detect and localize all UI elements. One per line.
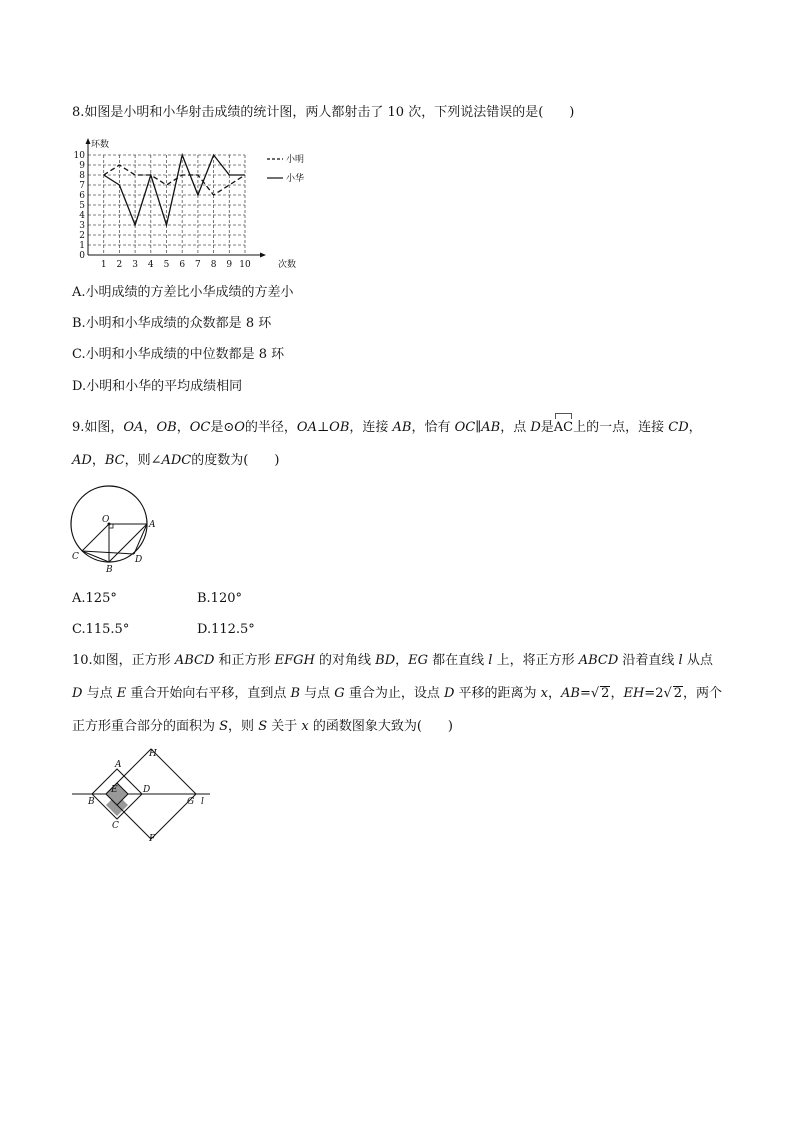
q10-math: E [116,686,127,701]
y-tick-label: 1 [79,241,85,251]
y-tick-label: 0 [79,251,85,261]
y-tick-label: 7 [79,181,85,191]
q9-math: OA [123,420,144,435]
q9-math: CD [668,420,689,435]
q10-text: = [579,686,591,701]
chart-series [104,155,245,225]
q8-option-b: B.小明和小华成绩的众数都是 8 环 [72,316,272,331]
q10-text: ，两个 [683,686,723,701]
y-tick-label: 8 [79,171,85,181]
q10-text: 与点 [300,686,335,701]
q9-text: ，连接 [349,420,393,435]
q10-math: EFGH [274,653,315,668]
x-tick-label: 6 [179,260,186,270]
y-tick-label: 5 [79,201,85,211]
y-tick-label: 2 [79,231,85,241]
q10-text: 的函数图象大致为( [308,719,422,734]
q9-option-b: B.120° [197,591,242,606]
q10-sqrt: 2 [601,686,610,701]
q8-stem [72,104,574,122]
x-tick-label: 5 [163,260,170,270]
x-tick-label: 8 [210,260,217,270]
q9-math: AD [72,453,92,468]
q10-text: 和正方形 [214,653,275,668]
label-c: C [72,552,79,562]
q10-text: ， [610,686,624,701]
label-d: D [143,785,151,795]
q9-text: ，则∠ [124,453,162,468]
x-tick-label: 10 [239,260,251,270]
q10-text: 正方形重合部分的面积为 [72,719,220,734]
q10-text: 上，将正方形 [492,653,579,668]
q10-text: 的对角线 [314,653,376,668]
q9-option-c: C.115.5° [72,622,130,637]
q8-stem-text: 8.如图是小明和小华射击成绩的统计图，两人都射击了 10 次，下列说法错误的是( [72,105,544,120]
label-l: l [201,797,204,807]
label-h: H [149,749,157,759]
q10-math: D [72,686,83,701]
q10-text: ， [395,653,409,668]
label-c: C [112,821,119,831]
q10-math: EG [408,653,429,668]
q10-math: EH [623,686,645,701]
q10-text: 沿着直线 [618,653,679,668]
q10-text: 关于 [267,719,302,734]
x-tick-label: 1 [100,260,107,270]
q9-arc-ac: AC [553,420,574,435]
label-b: B [88,797,95,807]
y-tick-label: 9 [79,161,85,171]
q9-math: OA⊥OB [296,420,350,435]
legend-label-xiaoming: 小明 [286,155,305,165]
q10-stem-line3 [72,718,453,736]
x-tick-label: 2 [116,260,123,270]
q10-text: 平移的距离为 [454,686,541,701]
label-f: F [149,834,156,844]
q9-text: 9.如图， [72,420,124,435]
q10-text: 从点 [682,653,713,668]
q9-math: BC [104,453,125,468]
q9-option-a: A.125° [72,591,117,606]
q10-text: ) [447,719,453,734]
q10-math: ABCD [174,653,215,668]
y-tick-label: 3 [79,221,85,231]
q10-text: ，则 [228,719,259,734]
q10-stem-line2: D 与点 E 重合开始向右平移，直到点 B 与点 G 重合为止，设点 D 平移的距离为 x，AB=√ 2，EH=2√ 2，两个 [72,686,723,701]
q9-circle-figure [60,482,170,577]
q9-text: ，点 [500,420,531,435]
q10-sqrt: 2 [673,686,683,701]
label-a: A [115,760,122,770]
q8-option-d: D.小明和小华的平均成绩相同 [72,379,243,394]
y-tick-label: 10 [73,151,85,161]
q10-math: D [443,686,455,701]
y-axis-label: 环数 [91,140,110,150]
q10-math: AB [561,686,580,701]
q8-line-chart [70,136,310,270]
q9-option-d: D.112.5° [197,622,255,637]
label-g: G [187,797,195,807]
q9-math: OB [156,420,177,435]
q9-math: ADC [161,453,192,468]
q9-math: AB [392,420,412,435]
label-d: D [135,555,143,565]
q9-math: OC [189,420,211,435]
q9-math: O [234,420,245,435]
q10-stem-line1 [72,652,713,670]
q10-text: 与点 [82,686,117,701]
q9-text: ， [91,453,105,468]
q10-math: BD [375,653,396,668]
q9-text: 的半径， [244,420,297,435]
q9-text: ，恰有 [411,420,455,435]
q9-text: 是⊙ [210,420,235,435]
chart-axes [86,138,267,258]
label-e: E [111,785,118,795]
q10-math: x [540,686,548,701]
q10-math: ABCD [578,653,619,668]
legend-label-xiaohua: 小华 [286,174,305,184]
q10-text: =2 [644,686,664,701]
q9-math: OC∥AB [454,420,501,435]
q10-text: 10.如图，正方形 [72,653,175,668]
x-tick-label: 9 [226,260,233,270]
q8-option-c: C.小明和小华成绩的中位数都是 8 环 [72,347,285,362]
q8-option-a: A.小明成绩的方差比小华成绩的方差小 [72,285,294,300]
q9-text: ) [274,453,280,468]
q10-math: x [301,719,309,734]
q10-math: B [290,686,301,701]
y-tick-label: 6 [79,191,85,201]
q8-stem-close: ) [569,105,575,120]
x-tick-labels [101,260,251,270]
q9-stem-line1 [72,419,702,437]
q10-math: S [219,719,229,734]
q10-math: l [488,653,493,668]
q9-math: D [530,420,541,435]
q10-text: 重合为止，设点 [344,686,444,701]
label-o: O [102,515,110,525]
q10-text: 都在直线 [428,653,489,668]
q10-text: ， [548,686,562,701]
q10-math: G [334,686,345,701]
q9-text: 的度数为( [191,453,249,468]
y-tick-label: 4 [79,211,85,221]
q9-text: 上的一点，连接 [573,420,669,435]
label-b: B [106,565,113,575]
q9-text: ， [143,420,157,435]
series-line-xiaohua [104,155,245,225]
y-tick-labels [74,151,86,261]
q10-squares-figure [70,746,220,846]
q10-text: 重合开始向右平移，直到点 [126,686,291,701]
chart-legend [267,153,304,184]
x-tick-label: 7 [195,260,201,270]
x-tick-label: 3 [132,260,138,270]
q9-text: ， [688,420,702,435]
q9-stem-line2 [72,452,279,470]
label-a: A [149,520,156,530]
q10-math: S [258,719,268,734]
q10-math: l [678,653,683,668]
q9-text: 是 [540,420,554,435]
q9-text: ， [176,420,190,435]
x-tick-label: 4 [147,260,154,270]
x-axis-label: 次数 [278,260,297,270]
